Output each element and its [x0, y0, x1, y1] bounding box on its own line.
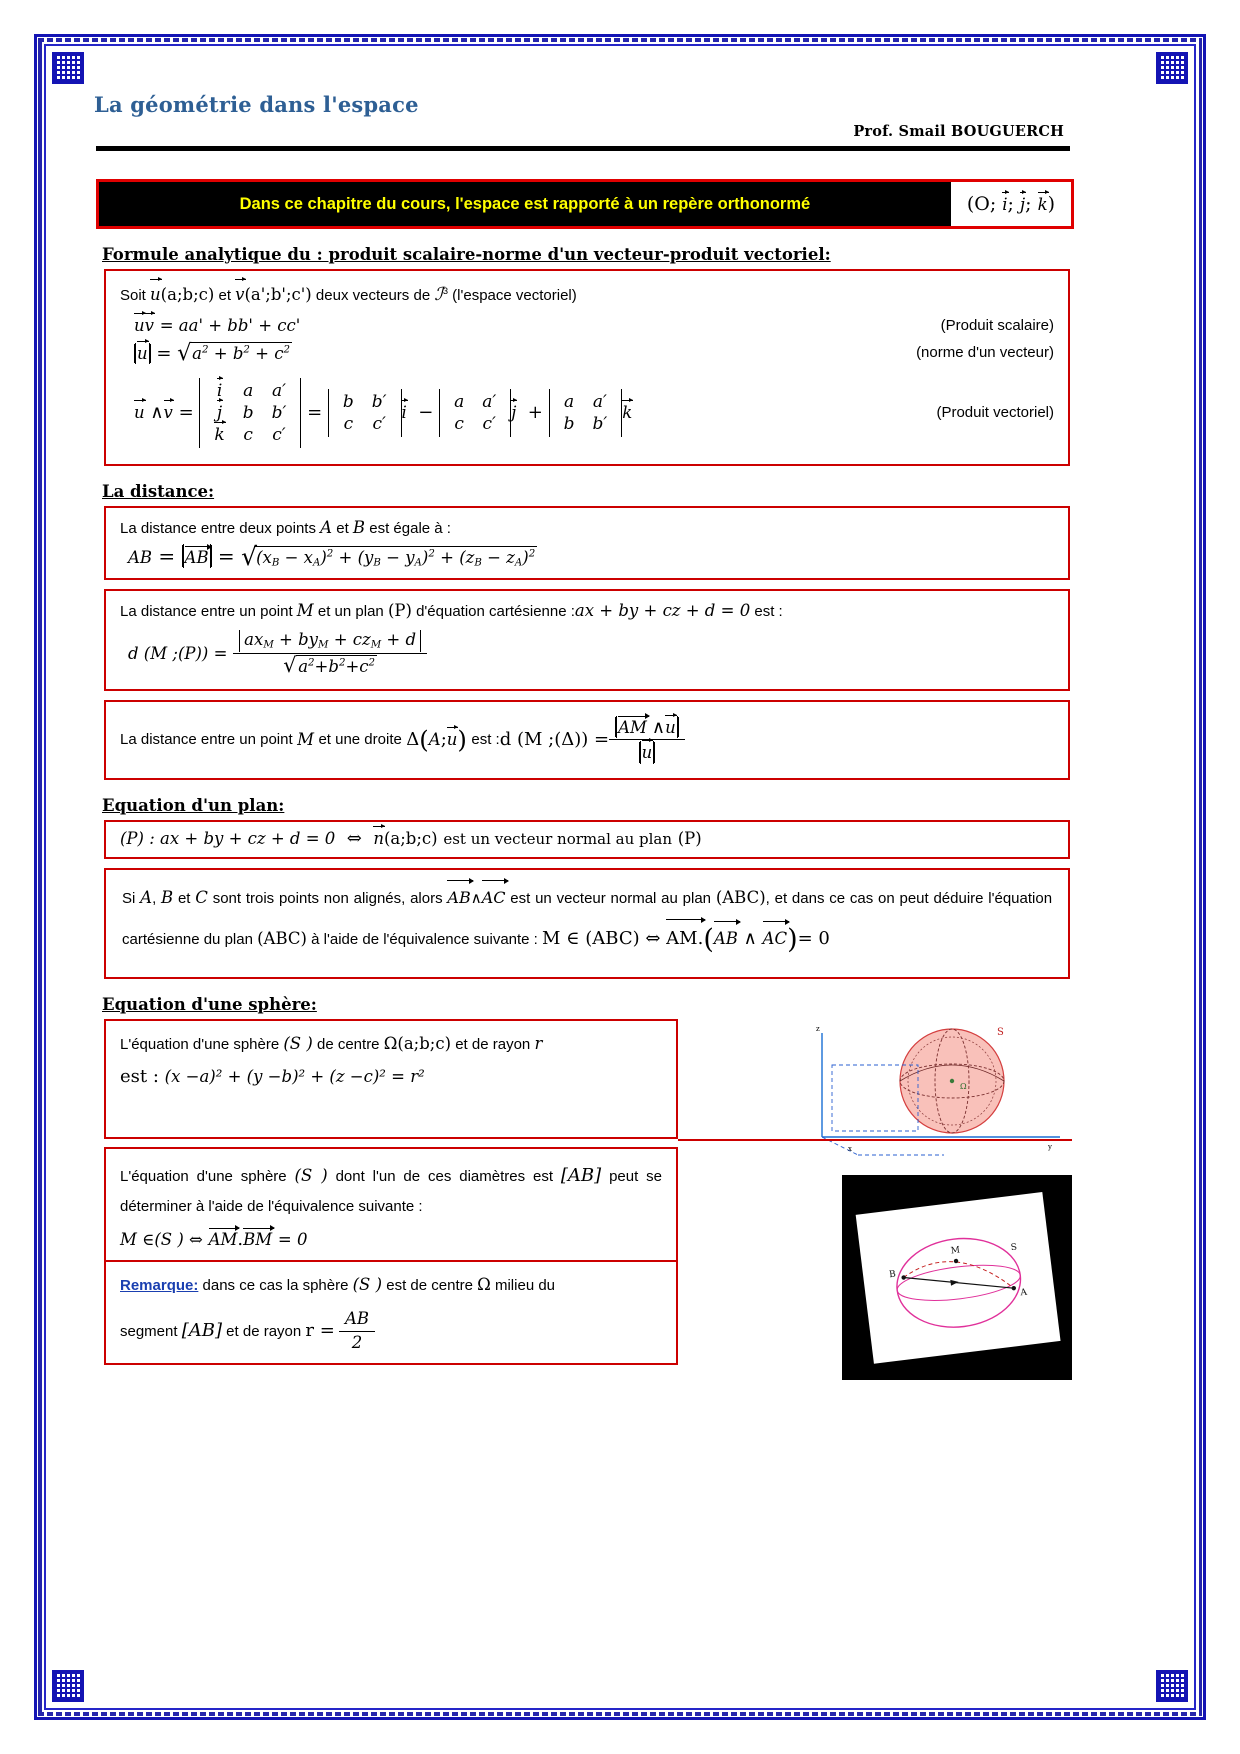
- distance-droite-row: [120, 716, 1054, 764]
- abc-plan-2: (ABC): [257, 929, 307, 949]
- sphd-eq-end: = 0: [277, 1229, 308, 1249]
- abc-B: B: [161, 888, 174, 908]
- photo-label-A: A: [1019, 1287, 1028, 1299]
- vector-u: u: [150, 282, 161, 308]
- produit-scalaire-formula: [134, 315, 300, 336]
- plan-normal-n: n: [373, 828, 384, 848]
- intro-deux-vecteurs: deux vecteurs de: [315, 287, 431, 304]
- produit-vectoriel-label: (Produit vectoriel): [936, 404, 1054, 422]
- abc-comma: ,: [152, 890, 157, 908]
- produit-vectoriel-formula: u ∧v = i a a′ j b b′ k c c′ = b b′ c c′ i − a a′ c c′ j + a a′ b b′ k: [134, 378, 632, 448]
- sph-text-b: de centre: [316, 1035, 380, 1053]
- ddr-vector-AM: AM: [618, 717, 647, 737]
- ddr-text-a: La distance entre un point: [120, 731, 293, 749]
- plan-iff-icon: ⇔: [346, 827, 362, 849]
- sphere-diametre-text: [120, 1159, 662, 1222]
- abc-si: Si: [122, 890, 136, 908]
- corner-ornament-top-left: [52, 52, 84, 84]
- abc-vector-AB: AB: [447, 880, 470, 913]
- corner-ornament-top-right: [1156, 52, 1188, 84]
- intro-soit: Soit: [120, 287, 146, 304]
- abc-equivalence: M ∈ (ABC) ⇔ AM.(AB ∧ AC)= 0: [542, 928, 830, 949]
- dpl-fraction: $ax_M + by_M + cz_M + d$ √ $a^2+b^2+c^2$: [233, 630, 427, 678]
- ddr-point-M: M: [297, 730, 314, 750]
- chapter-banner: [96, 179, 1074, 229]
- ddr-text-b: et une droite: [318, 731, 402, 749]
- ps-rhs: = aa' + bb' + cc': [159, 315, 301, 335]
- dp-point-A: A: [320, 517, 333, 537]
- formule-produit-vectoriel-row: [134, 378, 1054, 448]
- sph-omega: Ω(a;b;c): [383, 1033, 452, 1053]
- box-distance-deux-points: [104, 506, 1070, 580]
- abc-eq-end: = 0: [797, 928, 830, 950]
- sphd-text-b: dont l'un de ces diamètres est: [335, 1167, 553, 1185]
- sphere-centre-text: [120, 1031, 662, 1057]
- sphere-remarque-line1: [120, 1272, 662, 1298]
- sphere-diameter-svg: [842, 1175, 1072, 1380]
- intro-et: et: [218, 287, 231, 304]
- determinant-3x3: i a a′ j b b′ k c c′: [199, 378, 301, 448]
- vector-v-coords: (a';b';c'): [244, 285, 312, 304]
- ddr-fraction: $\frac{AM \wedge u}{u}$: [609, 716, 685, 764]
- box-plan-abc: [104, 868, 1070, 979]
- remarque-text-b: est de centre: [386, 1276, 473, 1294]
- norme-radicand: $a^2 + b^2 + c^2$: [192, 343, 291, 363]
- author-name: Prof. Smail BOUGUERCH: [853, 123, 1064, 140]
- abc-vector-AC: AC: [482, 880, 506, 913]
- box-distance-point-droite: [104, 700, 1070, 780]
- box-equation-plan: [104, 820, 1070, 859]
- box-sphere-centre-rayon: [104, 1019, 678, 1139]
- distance-points-text: [120, 515, 1054, 541]
- distance-plan-text: [120, 598, 1054, 624]
- plan-normal-coords: (a;b;c): [383, 828, 438, 848]
- dp-point-B: B: [352, 517, 366, 537]
- figure-sphere-diameter-photo: [842, 1175, 1072, 1380]
- dpl-point-M: M: [296, 601, 314, 620]
- abc-text-5: à l'aide de l'équivalence suivante :: [311, 931, 538, 949]
- norme-label: (norme d'un vecteur): [916, 344, 1054, 362]
- intro-espace-vectoriel: (l'espace vectoriel): [452, 287, 577, 304]
- ddr-droite-delta: Δ(A;u): [406, 725, 467, 755]
- dp-text-b: est égale à :: [369, 519, 451, 537]
- remarque-AB: [AB]: [181, 1320, 222, 1342]
- dpl-text-a: La distance entre un point: [120, 603, 293, 620]
- remarque-frac-den: 2: [351, 1332, 363, 1352]
- abc-text-4: , et dans ce cas on peut déduire l'équation cartésienne du plan: [122, 890, 1053, 949]
- corner-ornament-bottom-left: [52, 1670, 84, 1702]
- remarque-omega: Ω: [477, 1274, 491, 1294]
- photo-label-M: M: [950, 1245, 961, 1257]
- dp-et: et: [336, 519, 349, 537]
- box-distance-point-plan: [104, 589, 1070, 691]
- norme-formula: u = √ $a^2 + b^2 + c^2$: [134, 342, 292, 364]
- label-x: x: [848, 1144, 852, 1153]
- sphd-vector-BM: BM: [243, 1229, 273, 1249]
- ddr-lhs: d (M ;(Δ)) =: [499, 729, 610, 751]
- sphere-zone-separator: [678, 1139, 1072, 1141]
- sphd-text-c: peut se déterminer à l'aide de l'équivalence suivante :: [120, 1167, 662, 1216]
- remarque-frac-num: AB: [339, 1309, 375, 1332]
- determinant-k: a a′ b b′: [549, 389, 623, 437]
- formule-norme-row: [134, 342, 1054, 364]
- remarque-text-a: dans ce cas la sphère: [202, 1276, 349, 1294]
- dp-AB: AB: [128, 548, 153, 568]
- document-content: [78, 92, 1088, 1365]
- dpl-text-c: d'équation cartésienne :: [416, 603, 575, 620]
- box-sphere-remarque: [104, 1262, 678, 1366]
- sphd-dot: .: [237, 1228, 244, 1250]
- vector-v: v: [235, 282, 244, 308]
- remarque-fraction: [339, 1309, 375, 1353]
- label-y: y: [1048, 1142, 1052, 1151]
- abc-text-2: sont trois points non alignés, alors: [212, 890, 443, 908]
- dpl-est: est :: [754, 603, 783, 620]
- label-z: z: [816, 1024, 820, 1033]
- abc-wedge: ∧: [470, 890, 482, 908]
- distance-points-formula: AB = AB = √ $(x_B - x_A)^2 + (y_B - y_A)^2 + (z_B - z_A)^2$: [128, 544, 1054, 569]
- remarque-r-lhs: r =: [305, 1320, 335, 1342]
- formule-intro-line: [120, 281, 1054, 309]
- sphere-zone: [78, 1019, 1088, 1366]
- space-symbol: ℐ: [434, 284, 443, 305]
- chapter-banner-text: Dans ce chapitre du cours, l'espace est rapporté à un repère orthonormé: [99, 182, 951, 226]
- section-title-sphere: Equation d'une sphère:: [102, 994, 317, 1014]
- sphd-eq-lhs: M ∈(S ) ⇔: [120, 1229, 203, 1249]
- abc-eq-M: M ∈ (ABC) ⇔: [542, 928, 661, 950]
- plan-eq: (P) : ax + by + cz + d = 0: [120, 828, 336, 848]
- sph-text-a: L'équation d'une sphère: [120, 1035, 280, 1053]
- dp-vector-AB: AB: [184, 548, 209, 568]
- dpl-text-b: et un plan: [317, 603, 384, 620]
- vector-u-coords: (a;b;c): [160, 285, 215, 304]
- abc-eq-AM: AM.: [666, 919, 703, 956]
- dpl-plan-P: (P): [387, 601, 412, 620]
- plan-rest-text: est un vecteur normal au plan: [443, 829, 673, 848]
- abc-text-3: est un vecteur normal au plan: [510, 890, 712, 908]
- distance-plan-formula: [128, 630, 1054, 678]
- figure-sphere-axes: [792, 1019, 1072, 1169]
- corner-ornament-bottom-right: [1156, 1670, 1188, 1702]
- dp-text-a: La distance entre deux points: [120, 519, 316, 537]
- remarque-segment: segment: [120, 1322, 178, 1340]
- dpl-lhs: d (M ;(P)) =: [128, 643, 228, 663]
- sphd-vector-AM: AM: [208, 1229, 238, 1249]
- space-exponent: 3: [442, 286, 448, 296]
- sphere-diagram-svg: [792, 1019, 1072, 1169]
- ddr-den-u: u: [641, 743, 653, 763]
- plan-abc-paragraph: [122, 880, 1052, 967]
- abc-et: et: [177, 890, 191, 908]
- sph-est: est :: [120, 1066, 159, 1088]
- sph-r: r: [534, 1033, 543, 1053]
- dpl-equation: ax + by + cz + d = 0: [574, 601, 751, 620]
- sph-text-c: et de rayon: [455, 1035, 531, 1053]
- ps-v: v: [144, 315, 154, 335]
- sph-S: (S ): [283, 1033, 313, 1053]
- sphd-AB: [AB]: [560, 1164, 602, 1186]
- abc-C: C: [195, 888, 208, 908]
- section-title-distance: La distance:: [102, 481, 215, 501]
- photo-label-S: S: [1010, 1242, 1018, 1254]
- sphere-centre-formula: [120, 1066, 662, 1087]
- remarque-label: Remarque:: [120, 1276, 199, 1294]
- remarque-S: (S ): [352, 1274, 383, 1294]
- equation-plan-line: [120, 828, 1054, 851]
- ps-u: u: [134, 315, 145, 335]
- section-title-plan: Equation d'un plan:: [102, 795, 285, 815]
- remarque-text-c: milieu du: [494, 1276, 556, 1294]
- remarque-rayon: et de rayon: [226, 1322, 302, 1340]
- header-divider: [96, 146, 1070, 151]
- label-omega: Ω: [960, 1081, 967, 1091]
- ddr-vector-u: u: [665, 717, 676, 737]
- norme-u: u: [137, 343, 148, 363]
- determinant-i: b b′ c c′: [328, 389, 402, 437]
- abc-plan-1: (ABC): [715, 888, 766, 908]
- produit-scalaire-label: (Produit scalaire): [940, 316, 1054, 334]
- abc-A: A: [140, 888, 153, 908]
- label-S: S: [997, 1026, 1004, 1038]
- determinant-j: a a′ c c′: [439, 389, 511, 437]
- sphere-remarque-line2: [120, 1309, 662, 1353]
- sphere-diametre-formula: [120, 1228, 662, 1250]
- ddr-est: est :: [471, 731, 500, 749]
- repere-notation: (O; i ; j ; k ): [951, 182, 1071, 226]
- box-formule-analytique: [104, 269, 1070, 466]
- box-sphere-diametre: [104, 1147, 678, 1262]
- plan-P: (P): [677, 828, 702, 848]
- sphd-S: (S ): [294, 1165, 328, 1185]
- formule-produit-scalaire-row: [134, 315, 1054, 336]
- photo-label-B: B: [888, 1269, 897, 1281]
- sphd-text-a: L'équation d'une sphère: [120, 1167, 287, 1185]
- page-title: La géométrie dans l'espace: [94, 92, 419, 117]
- section-title-formule: Formule analytique du : produit scalaire-norme d'un vecteur-produit vectoriel:: [102, 245, 831, 264]
- sph-equation: (x −a)² + (y −b)² + (z −c)² = r²: [164, 1067, 425, 1087]
- sphere-left-column: [78, 1019, 678, 1366]
